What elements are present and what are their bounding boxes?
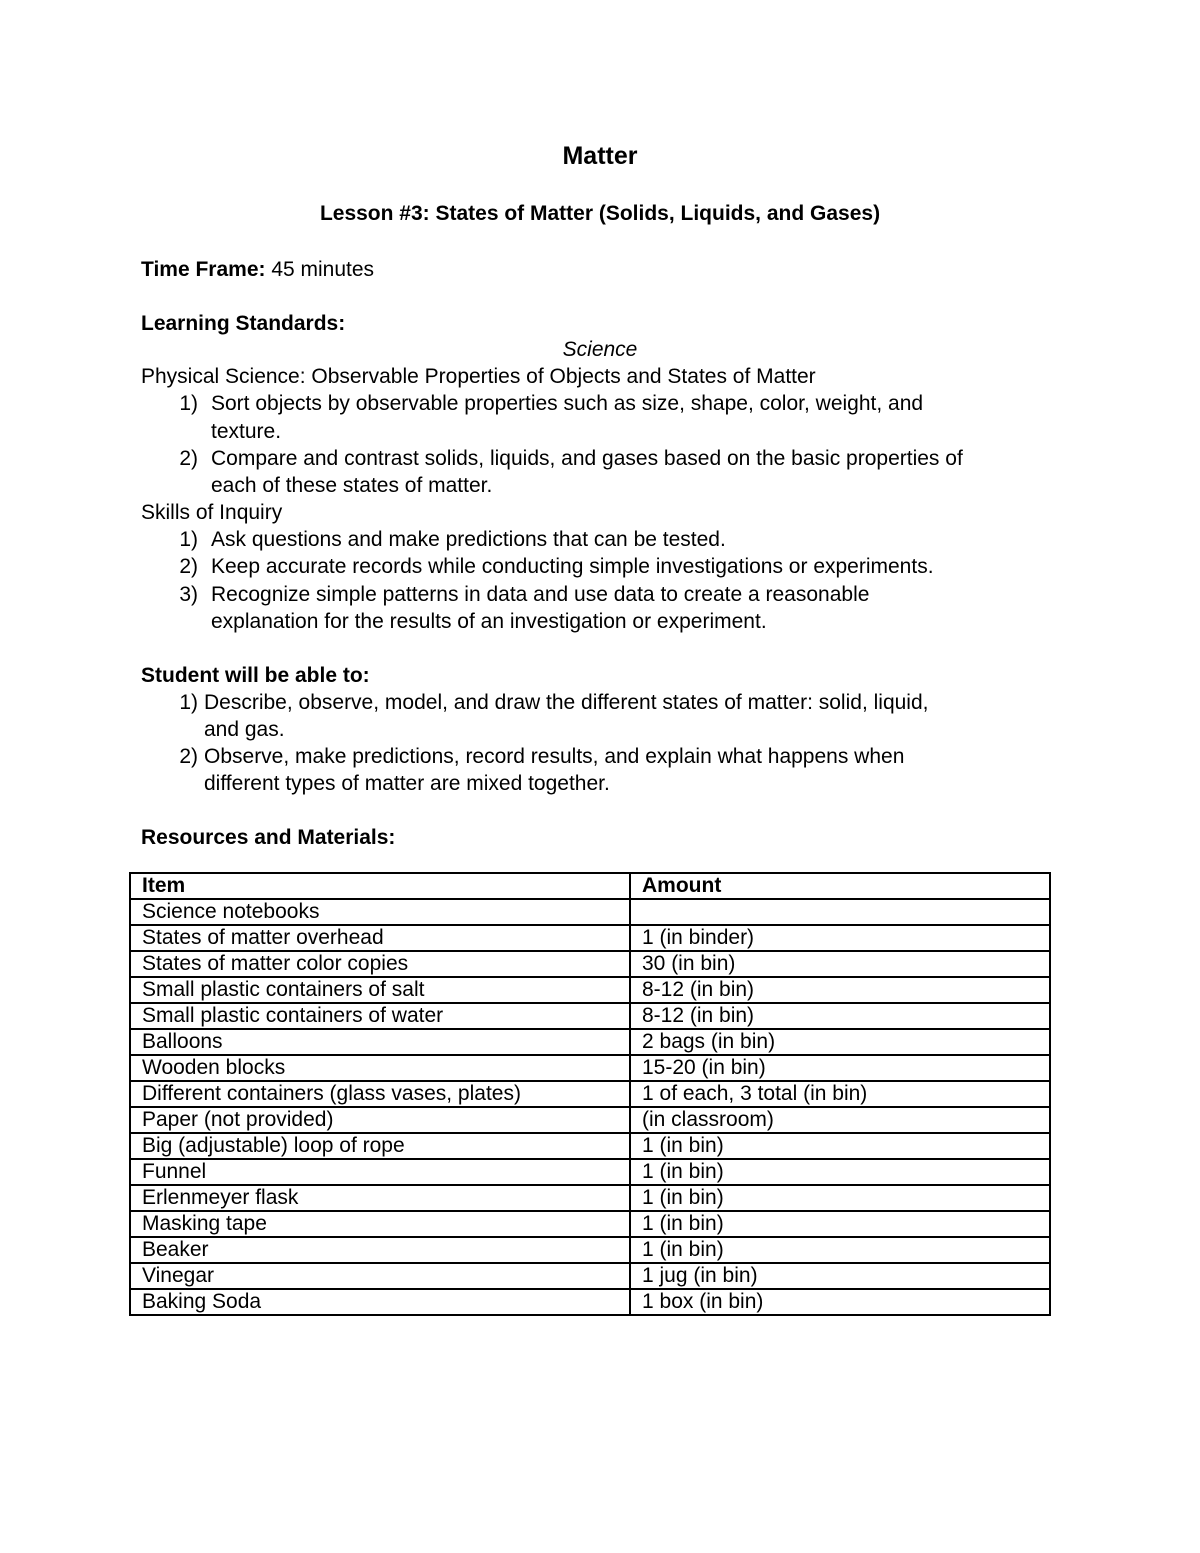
amount-cell: 8-12 (in bin) — [630, 1003, 1050, 1029]
student-objectives-heading: Student will be able to: — [141, 664, 370, 687]
column-header-amount: Amount — [630, 873, 1050, 899]
list-item-text: Keep accurate records while conducting simple investigations or experiments. — [211, 555, 934, 578]
table-row — [130, 1159, 1050, 1185]
time-frame-label: Time Frame: — [141, 258, 266, 281]
item-cell: Erlenmeyer flask — [130, 1185, 630, 1211]
amount-cell: 1 (in bin) — [630, 1185, 1050, 1211]
list-item-number: 2) — [179, 745, 198, 768]
amount-cell: 1 of each, 3 total (in bin) — [630, 1081, 1050, 1107]
list-item-text: and gas. — [204, 718, 285, 741]
item-cell: Baking Soda — [130, 1289, 630, 1315]
amount-cell: (in classroom) — [630, 1107, 1050, 1133]
item-cell: Beaker — [130, 1237, 630, 1263]
amount-cell: 15-20 (in bin) — [630, 1055, 1050, 1081]
list-item-text: each of these states of matter. — [211, 474, 493, 497]
table-row — [130, 951, 1050, 977]
item-cell: Paper (not provided) — [130, 1107, 630, 1133]
amount-cell: 1 (in bin) — [630, 1211, 1050, 1237]
item-cell: Balloons — [130, 1029, 630, 1055]
amount-cell: 1 (in bin) — [630, 1237, 1050, 1263]
amount-cell: 1 (in bin) — [630, 1159, 1050, 1185]
amount-cell: 1 (in binder) — [630, 925, 1050, 951]
table-row — [130, 1237, 1050, 1263]
table-row — [130, 1263, 1050, 1289]
item-cell: Masking tape — [130, 1211, 630, 1237]
time-frame-value: 45 minutes — [265, 258, 375, 281]
amount-cell: 1 box (in bin) — [630, 1289, 1050, 1315]
item-cell: Big (adjustable) loop of rope — [130, 1133, 630, 1159]
list-item-text: Ask questions and make predictions that can be tested. — [211, 528, 726, 551]
list-item-text: Compare and contrast solids, liquids, and gases based on the basic properties of — [211, 447, 963, 470]
list-item-text: different types of matter are mixed together. — [204, 772, 610, 795]
amount-cell: 30 (in bin) — [630, 951, 1050, 977]
list-item-text: explanation for the results of an investigation or experiment. — [211, 610, 767, 633]
item-cell: States of matter color copies — [130, 951, 630, 977]
physical-science-heading: Physical Science: Observable Properties of Objects and States of Matter — [141, 365, 816, 388]
item-cell: States of matter overhead — [130, 925, 630, 951]
list-item-text: Describe, observe, model, and draw the different states of matter: solid, liquid, — [204, 691, 929, 714]
item-cell: Vinegar — [130, 1263, 630, 1289]
time-frame — [141, 259, 374, 280]
list-item-text: texture. — [211, 420, 282, 443]
table-row — [130, 1003, 1050, 1029]
table-row — [130, 1211, 1050, 1237]
table-row — [130, 977, 1050, 1003]
document-title: Matter — [562, 142, 638, 170]
amount-cell: 1 (in bin) — [630, 1133, 1050, 1159]
list-item-text: Observe, make predictions, record results, and explain what happens when — [204, 745, 905, 768]
table-row — [130, 1289, 1050, 1315]
item-cell: Science notebooks — [130, 899, 630, 925]
item-cell: Wooden blocks — [130, 1055, 630, 1081]
table-header-row — [130, 873, 1050, 899]
table-row — [130, 1185, 1050, 1211]
amount-cell — [630, 899, 1050, 925]
list-item-number: 2) — [179, 555, 198, 578]
list-item-number: 1) — [179, 392, 198, 415]
resources-heading: Resources and Materials: — [141, 826, 396, 849]
list-item-number: 2) — [179, 447, 198, 470]
table-row — [130, 1055, 1050, 1081]
item-cell: Funnel — [130, 1159, 630, 1185]
amount-cell: 1 jug (in bin) — [630, 1263, 1050, 1289]
amount-cell: 2 bags (in bin) — [630, 1029, 1050, 1055]
table-row — [130, 1107, 1050, 1133]
list-item-number: 3) — [179, 583, 198, 606]
skills-of-inquiry-heading: Skills of Inquiry — [141, 501, 283, 524]
list-item-number: 1) — [179, 528, 198, 551]
amount-cell: 8-12 (in bin) — [630, 977, 1050, 1003]
lesson-title: Lesson #3: States of Matter (Solids, Liquids, and Gases) — [319, 202, 881, 225]
table-row — [130, 1133, 1050, 1159]
item-cell: Small plastic containers of salt — [130, 977, 630, 1003]
item-cell: Different containers (glass vases, plates) — [130, 1081, 630, 1107]
table-row — [130, 1081, 1050, 1107]
list-item-text: Recognize simple patterns in data and use data to create a reasonable — [211, 583, 870, 606]
column-header-item: Item — [130, 873, 630, 899]
list-item-text: Sort objects by observable properties such as size, shape, color, weight, and — [211, 392, 924, 415]
table-row — [130, 1029, 1050, 1055]
item-cell: Small plastic containers of water — [130, 1003, 630, 1029]
subject-label: Science — [562, 338, 638, 361]
materials-table — [129, 872, 1051, 1316]
table-row — [130, 899, 1050, 925]
learning-standards-heading: Learning Standards: — [141, 312, 346, 335]
list-item-number: 1) — [179, 691, 198, 714]
table-row — [130, 925, 1050, 951]
